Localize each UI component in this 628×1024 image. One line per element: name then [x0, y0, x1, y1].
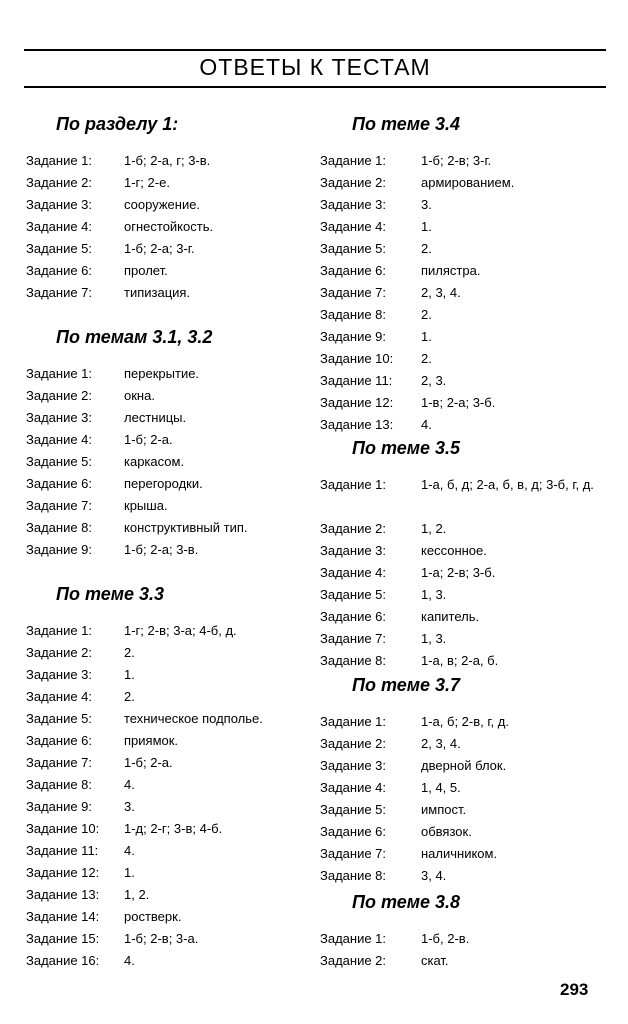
page-title: ОТВЕТЫ К ТЕСТАМ	[199, 54, 431, 80]
task-answer: 1-б, 2-в.	[421, 931, 470, 946]
task-label: Задание 6:	[320, 263, 387, 278]
task-answer: сооружение.	[124, 197, 201, 212]
answer-row	[320, 777, 610, 799]
task-label: Задание 3:	[26, 197, 93, 212]
task-answer: 1-а, в; 2-а, б.	[421, 653, 499, 668]
answer-row	[320, 799, 610, 821]
answer-row	[320, 172, 610, 194]
task-label: Задание 6:	[320, 609, 387, 624]
task-answer: 1-г; 2-в; 3-а; 4-б, д.	[124, 623, 237, 638]
task-answer: 1-а, б, д; 2-а, б, в, д; 3-б, г, д.	[421, 477, 594, 492]
task-label: Задание 12:	[320, 395, 394, 410]
task-label: Задание 5:	[320, 587, 387, 602]
answer-row	[26, 730, 318, 752]
answer-row	[26, 884, 318, 906]
task-label: Задание 10:	[320, 351, 394, 366]
answer-row	[320, 606, 610, 628]
task-label: Задание 1:	[320, 931, 387, 946]
answer-row	[320, 348, 610, 370]
answer-row	[26, 282, 318, 304]
task-answer: 1-б; 2-в; 3-г.	[421, 153, 492, 168]
task-label: Задание 8:	[26, 520, 93, 535]
answer-row	[320, 950, 610, 972]
answer-row	[26, 620, 318, 642]
task-answer: 1-г; 2-е.	[124, 175, 170, 190]
answer-row	[26, 407, 318, 429]
task-label: Задание 2:	[320, 736, 387, 751]
task-label: Задание 5:	[320, 802, 387, 817]
task-answer: огнестойкость.	[124, 219, 214, 234]
page-number: 293	[560, 980, 589, 999]
task-answer: пилястра.	[421, 263, 481, 278]
answer-row	[26, 429, 318, 451]
answer-row	[26, 194, 318, 216]
task-label: Задание 14:	[26, 909, 100, 924]
task-label: Задание 13:	[26, 887, 100, 902]
task-answer: 1, 2.	[421, 521, 447, 536]
task-label: Задание 16:	[26, 953, 100, 968]
task-label: Задание 3:	[320, 197, 387, 212]
task-label: Задание 4:	[26, 689, 93, 704]
answer-row	[320, 928, 610, 950]
task-answer: 2.	[421, 241, 432, 256]
answer-section	[26, 582, 318, 972]
task-label: Задание 8:	[26, 777, 93, 792]
task-label: Задание 1:	[320, 153, 387, 168]
task-answer: импост.	[421, 802, 467, 817]
task-label: Задание 1:	[26, 153, 93, 168]
task-answer: крыша.	[124, 498, 168, 513]
answer-row	[26, 686, 318, 708]
section-title: По теме 3.3	[56, 584, 165, 604]
task-label: Задание 2:	[320, 953, 387, 968]
task-answer: 1, 2.	[124, 887, 150, 902]
task-label: Задание 7:	[26, 498, 93, 513]
task-answer: 2, 3, 4.	[421, 285, 461, 300]
task-label: Задание 12:	[26, 865, 100, 880]
task-label: Задание 3:	[320, 758, 387, 773]
answer-row	[320, 282, 610, 304]
answer-row	[320, 518, 610, 540]
task-answer: наличником.	[421, 846, 498, 861]
task-label: Задание 3:	[320, 543, 387, 558]
task-label: Задание 7:	[26, 755, 93, 770]
task-answer: 1-б; 2-а.	[124, 432, 173, 447]
task-answer: 1.	[124, 667, 135, 682]
answer-row	[26, 906, 318, 928]
answer-row	[320, 733, 610, 755]
answer-section	[320, 673, 610, 887]
answer-section	[320, 112, 610, 436]
answer-section	[320, 436, 610, 672]
task-answer: 1-д; 2-г; 3-в; 4-б.	[124, 821, 223, 836]
task-answer: 2, 3.	[421, 373, 447, 388]
answer-row	[26, 664, 318, 686]
answer-row	[26, 642, 318, 664]
task-label: Задание 6:	[26, 263, 93, 278]
task-answer: перегородки.	[124, 476, 203, 491]
answer-row	[320, 326, 610, 348]
header-bottom-rule	[24, 86, 606, 88]
section-title: По теме 3.5	[352, 438, 461, 458]
answer-row	[26, 238, 318, 260]
answer-row	[320, 194, 610, 216]
task-label: Задание 9:	[26, 542, 93, 557]
answer-row	[26, 752, 318, 774]
task-label: Задание 1:	[26, 623, 93, 638]
answer-row	[320, 216, 610, 238]
task-answer: 1-б; 2-а; 3-г.	[124, 241, 195, 256]
task-label: Задание 13:	[320, 417, 394, 432]
task-answer: окна.	[124, 388, 155, 403]
answer-row	[26, 260, 318, 282]
task-label: Задание 4:	[26, 219, 93, 234]
task-answer: кессонное.	[421, 543, 487, 558]
task-answer: 2.	[421, 307, 432, 322]
task-label: Задание 5:	[320, 241, 387, 256]
answer-row	[320, 755, 610, 777]
answer-section	[320, 890, 610, 972]
answer-row	[26, 818, 318, 840]
task-answer: лестницы.	[124, 410, 187, 425]
task-label: Задание 9:	[26, 799, 93, 814]
answer-section	[26, 112, 318, 304]
task-answer: 3.	[421, 197, 432, 212]
task-label: Задание 15:	[26, 931, 100, 946]
task-answer: 1-а; 2-в; 3-б.	[421, 565, 496, 580]
task-answer: 3, 4.	[421, 868, 447, 883]
answer-row	[26, 708, 318, 730]
answer-row	[26, 385, 318, 407]
task-answer: 1, 4, 5.	[421, 780, 461, 795]
task-answer: 1-в; 2-а; 3-б.	[421, 395, 496, 410]
answer-row	[320, 865, 610, 887]
answer-row	[320, 843, 610, 865]
task-answer: 1-б; 2-в; 3-а.	[124, 931, 199, 946]
task-answer: 1, 3.	[421, 631, 447, 646]
task-label: Задание 2:	[320, 175, 387, 190]
answer-row	[320, 304, 610, 326]
task-label: Задание 3:	[26, 410, 93, 425]
answer-row	[26, 539, 318, 561]
task-answer: 2.	[421, 351, 432, 366]
section-title: По темам 3.1, 3.2	[56, 327, 213, 347]
answer-row	[26, 150, 318, 172]
task-label: Задание 5:	[26, 711, 93, 726]
task-answer: 2.	[124, 645, 135, 660]
task-answer: 1-б; 2-а; 3-в.	[124, 542, 199, 557]
task-answer: 4.	[124, 777, 135, 792]
task-label: Задание 5:	[26, 241, 93, 256]
task-answer: типизация.	[124, 285, 191, 300]
answer-row	[26, 216, 318, 238]
answer-row	[320, 628, 610, 650]
task-answer: 4.	[124, 953, 135, 968]
answer-row	[320, 392, 610, 414]
task-label: Задание 4:	[320, 780, 387, 795]
task-answer: каркасом.	[124, 454, 185, 469]
task-answer: 1.	[124, 865, 135, 880]
answer-row	[320, 238, 610, 260]
answer-row	[26, 928, 318, 950]
task-label: Задание 10:	[26, 821, 100, 836]
answer-row	[26, 950, 318, 972]
answer-row	[320, 414, 610, 436]
task-answer: 1-а, б; 2-в, г, д.	[421, 714, 509, 729]
task-label: Задание 2:	[26, 645, 93, 660]
task-label: Задание 4:	[26, 432, 93, 447]
task-label: Задание 2:	[26, 175, 93, 190]
task-label: Задание 1:	[320, 714, 387, 729]
task-answer: 4.	[421, 417, 432, 432]
task-label: Задание 7:	[320, 846, 387, 861]
task-answer: техническое подполье.	[124, 711, 263, 726]
answer-row	[320, 260, 610, 282]
task-answer: скат.	[421, 953, 449, 968]
task-label: Задание 7:	[320, 285, 387, 300]
answer-row	[26, 172, 318, 194]
task-answer: конструктивный тип.	[124, 520, 248, 535]
answer-row	[320, 584, 610, 606]
task-label: Задание 8:	[320, 307, 387, 322]
task-answer: капитель.	[421, 609, 480, 624]
answer-row	[26, 862, 318, 884]
task-answer: 1.	[421, 329, 432, 344]
answer-row	[26, 495, 318, 517]
task-label: Задание 8:	[320, 868, 387, 883]
task-label: Задание 11:	[26, 843, 99, 858]
task-answer: 2.	[124, 689, 135, 704]
task-answer: 1, 3.	[421, 587, 447, 602]
answer-row	[320, 474, 610, 518]
answer-row	[26, 451, 318, 473]
task-answer: 3.	[124, 799, 135, 814]
answer-row	[320, 711, 610, 733]
task-label: Задание 2:	[320, 521, 387, 536]
task-label: Задание 7:	[26, 285, 93, 300]
task-label: Задание 7:	[320, 631, 387, 646]
task-label: Задание 4:	[320, 219, 387, 234]
task-label: Задание 2:	[26, 388, 93, 403]
answer-row	[320, 540, 610, 562]
answer-row	[320, 370, 610, 392]
task-answer: перекрытие.	[124, 366, 200, 381]
task-label: Задание 1:	[320, 477, 387, 492]
answer-row	[320, 821, 610, 843]
task-answer: обвязок.	[421, 824, 472, 839]
task-label: Задание 3:	[26, 667, 93, 682]
task-answer: 4.	[124, 843, 135, 858]
task-answer: армированием.	[421, 175, 515, 190]
section-title: По разделу 1:	[56, 114, 179, 134]
task-label: Задание 6:	[320, 824, 387, 839]
task-answer: 1-б; 2-а, г; 3-в.	[124, 153, 211, 168]
answer-row	[26, 840, 318, 862]
answer-row	[320, 150, 610, 172]
answer-row	[320, 650, 610, 672]
section-title: По теме 3.8	[352, 892, 461, 912]
answer-row	[26, 517, 318, 539]
task-answer: пролет.	[124, 263, 168, 278]
task-label: Задание 6:	[26, 476, 93, 491]
answer-row	[26, 774, 318, 796]
answer-row	[26, 363, 318, 385]
answer-row	[320, 562, 610, 584]
answer-section	[26, 325, 318, 561]
task-answer: 2, 3, 4.	[421, 736, 461, 751]
task-answer: 1-б; 2-а.	[124, 755, 173, 770]
section-title: По теме 3.7	[352, 675, 461, 695]
task-answer: приямок.	[124, 733, 179, 748]
section-title: По теме 3.4	[352, 114, 461, 134]
task-label: Задание 8:	[320, 653, 387, 668]
header-top-rule	[24, 49, 606, 51]
task-label: Задание 1:	[26, 366, 93, 381]
task-answer: дверной блок.	[421, 758, 507, 773]
answer-row	[26, 796, 318, 818]
answer-row	[26, 473, 318, 495]
task-label: Задание 11:	[320, 373, 393, 388]
task-answer: 1.	[421, 219, 432, 234]
task-label: Задание 4:	[320, 565, 387, 580]
task-answer: ростверк.	[124, 909, 182, 924]
task-label: Задание 5:	[26, 454, 93, 469]
task-label: Задание 9:	[320, 329, 387, 344]
task-label: Задание 6:	[26, 733, 93, 748]
